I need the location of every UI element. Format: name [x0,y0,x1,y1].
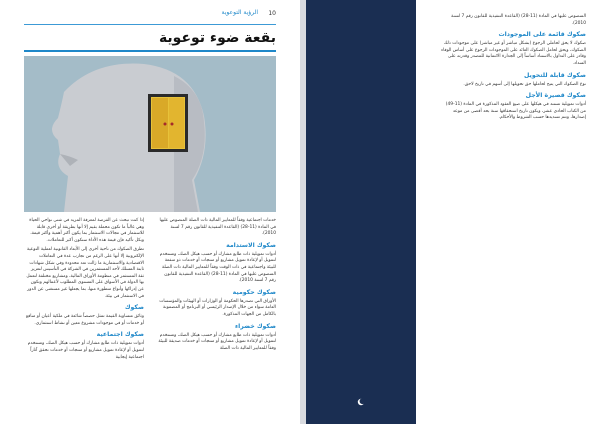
section-heading: صكوك قائمة على الموجودات [498,31,586,39]
text-paragraph: أدوات تمويلية تستند في هيكلها على صيغ العقود المذكورة في المادة (11-49) من الكتاب الحادي عشر، ويكون تاريخ استحقاقها سنة بحد أقصى من موعد إصدارها، وتتم تسديدها حسب الشروط والأحكام. [445,102,586,121]
text-paragraph: إذا كنت تبحث عن الفرصة لمعرفة المزيد في شتى نواحي الحياة وهي غالباً ما تكون محملة بقيم إلا أنها بطريقة أو أخرى قابلة للاستثمار في مجالات الاستثمار بما يكون أكثر أهمية وأكثر قيمة، وبكل تأكيد فإن قيمة هذه الأداة ستكون أكبر للتعاملات. [29,218,144,243]
left-page-column-2 [24,218,144,364]
section-heading: صكوك خضراء [235,322,276,330]
text-paragraph: الأوراق التي تصدرها الحكومة أو الوزارات أو الهيئات والمؤسسات العامة سواء من خلال الإصدار الرئيسي أو البرنامج أو المضمونة بالكامل من الجهات المذكورة. [159,298,276,317]
text-paragraph: المنصوص عليها في المادة (11-28) (القاعدة التنفيذية للقانون رقم 7 لسنة 2010). [451,14,586,26]
section-heading: صكوك قابلة للتحويل [524,71,586,79]
text-paragraph: وثائق متساوية القيمة تمثل حصصاً شائعة في ملكية أعيان أو منافع أو خدمات أو في موجودات مشروع معين أو نشاط استثماري. [25,314,144,326]
left-page-column-1 [156,218,276,355]
navy-side-band [306,0,416,424]
right-page-column [440,14,586,125]
right-page [306,0,600,424]
section-heading: صكوك حكومية [232,288,276,296]
text-paragraph: أدوات تمويلية ذات طابع مشارك أو حسب هيكل الصك، وتستخدم لتمويل أو لإعادة تمويل مشاريع أو منتجات أو خدمات صديقة للبيئة وفقاً للمعايير المالية ذات الصلة [158,332,276,351]
running-header [24,8,276,25]
text-paragraph: تطرق الصكوك من ناحية أخرى إلى الأبعاد القانونية لعملية التوعية الإلكترونية إلا أنها على الرغم من تجارب عدة في التعاملات الاقتصادية والاستثمارية ما زالت تعد محدودة وفي شكل شهادات ثابتة المسلك لأحد المستثمرين في الشركة في التأسيس لتعزيز ثقة المستثمر في منظومة الأوراق المالية، ومشاريع مختلفة لتعمل بها الدولة في الأسواق على المستوى المطلوب لأعمالهم وتكون عن إدراكها وأنواع متطورة منها، بما يجعلها غير مستغنى عن الدور في الاستثمار في بيئة. [26,247,144,299]
text-paragraph: نوع الصكوك التي يتيح لحاملها حق تحويلها إلى أسهم في تاريخ لاحق. [463,81,586,87]
section-heading: صكوك اجتماعية [96,331,144,339]
page-number: 10 [268,10,276,17]
text-paragraph: أدوات تمويلية ذات طابع مشارك أو حسب هيكل الصك، وتستخدم لتمويل أو لإعادة تمويل مشاريع أو منتجات أو خدمات تحقق آثاراً اجتماعية إيجابية [27,341,144,360]
section-heading: صكوك قصيرة الأجل [525,92,586,100]
section-heading: صكوك [124,304,144,312]
title-rule [24,50,276,52]
text-paragraph: صكوك لا يحق لحاملي الرجوع (بشكل مباشر أو غير مباشر) على موجودات ذلك الصكوك، ويحق لحامل الصكوك العائد على الموجودات الرجوع على أساس الوفاء وقادر على التداول بالاستناد أساساً إلى الجدارة الائتمانية للمصدر وقدرته على السداد. [441,41,586,66]
article-title: بقعة ضوء توعوية [158,30,276,46]
running-head: الرؤية التوعوية [221,9,258,16]
crescent-moon-icon [357,398,365,406]
head-with-door-illustration [24,56,276,212]
section-heading: صكوك الاستدامة [226,241,276,249]
text-paragraph: خدمات اجتماعية وفقاً للمعايير المالية ذات الصلة المنصوص عليها في المادة (11-28) (القاعدة التنفيذية للقانون رقم 7 لسنة 2010). [159,218,276,237]
text-paragraph: أدوات تمويلية ذات طابع مشارك أو حسب هيكل الصك، وتستخدم لتمويل أو لإعادة تمويل مشاريع أو منتجات أو خدمات ذو منفعة للبيئة واجتماعية في ذات الوقت وفقاً للمعايير المالية ذات الصلة المنصوص عليها في المادة (11-28) (القاعدة التنفيذية للقانون رقم 7 لسنة 2010). [159,251,276,284]
